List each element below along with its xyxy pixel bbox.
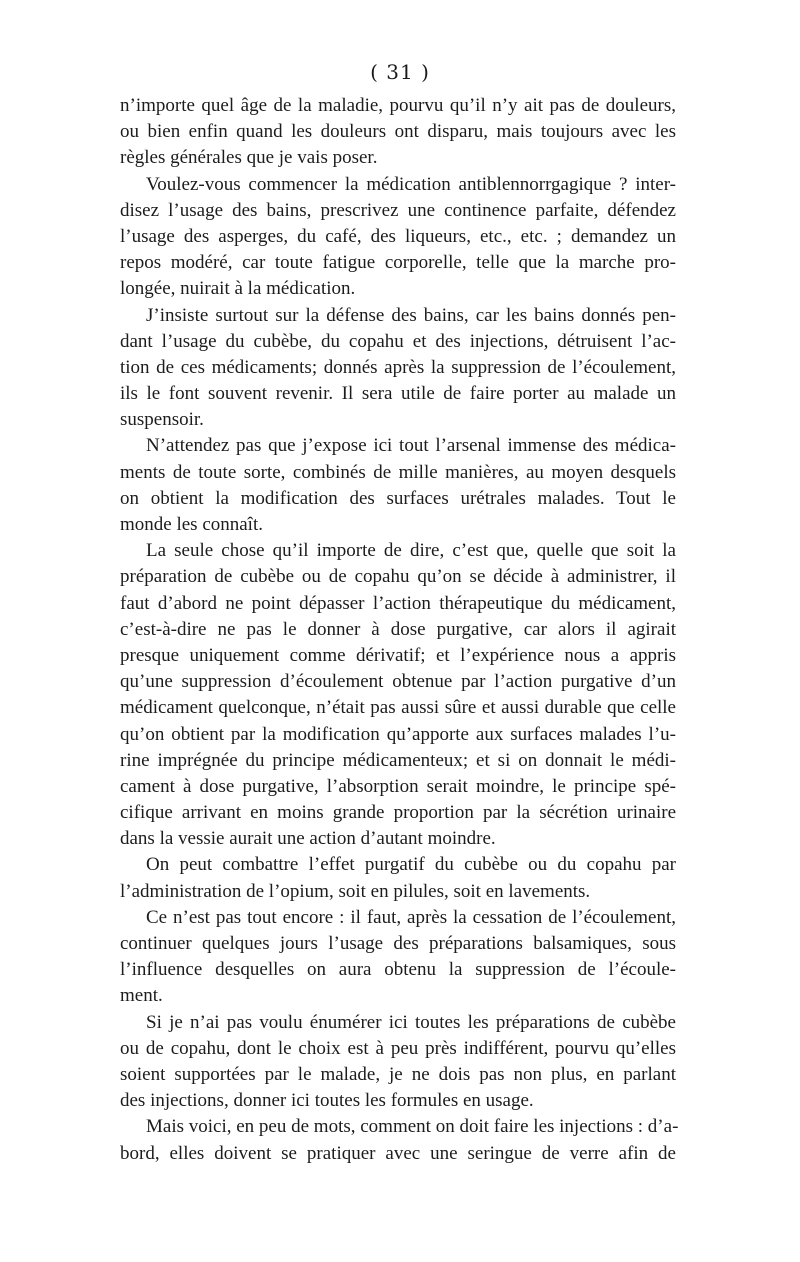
page-number: ( 31 ) (370, 60, 430, 84)
text-line: Voulez-vous commencer la médication antiblennorrgagique ? inter- (146, 173, 676, 195)
text-line: tion de ces médicaments; donnés après la suppression de l’écoulement, (120, 356, 676, 378)
text-line: ou de copahu, dont le choix est à peu près indifférent, pourvu qu’elles (120, 1037, 676, 1059)
text-line: repos modéré, car toute fatigue corporelle, telle que la marche pro- (120, 252, 676, 274)
text-line: dant l’usage du cubèbe, du copahu et des injections, détruisent l’ac- (120, 330, 676, 352)
text-line: l’administration de l’opium, soit en pilules, soit en lavements. (120, 880, 591, 902)
text-line: rine imprégnée du principe médicamenteux; et si on donnait le médi- (120, 749, 676, 771)
text-line: monde les connaît. (120, 514, 263, 535)
text-line: On peut combattre l’effet purgatif du cubèbe ou du copahu par (146, 854, 676, 876)
text-line: ment. (120, 985, 163, 1007)
text-line: presque uniquement comme dérivatif; et l’expérience nous a appris (120, 644, 676, 666)
text-line: Si je n’ai pas voulu énumérer ici toutes les préparations de cubèbe (146, 1011, 676, 1033)
text-line: ments de toute sorte, combinés de mille manières, au moyen desquels (120, 461, 676, 483)
text-line: dans la vessie aurait une action d’autant moindre. (120, 828, 496, 850)
text-line: soient supportées par le malade, je ne dois pas non plus, en parlant (120, 1063, 676, 1085)
text-line: règles générales que je vais poser. (120, 147, 378, 169)
text-line: N’attendez pas que j’expose ici tout l’arsenal immense des médica- (146, 435, 676, 457)
text-line: médicament quelconque, n’était pas aussi sûre et aussi durable que celle (120, 697, 676, 719)
text-line: longée, nuirait à la médication. (120, 278, 356, 300)
text-line: suspensoir. (120, 409, 204, 431)
text-line: l’usage des asperges, du café, des liqueurs, etc., etc. ; demandez un (120, 225, 676, 247)
text-line: on obtient la modification des surfaces urétrales malades. Tout le (120, 487, 676, 509)
text-line: des injections, donner ici toutes les formules en usage. (120, 1090, 534, 1112)
text-line: cifique arrivant en moins grande proportion par la sécrétion urinaire (120, 802, 676, 824)
text-line: préparation de cubèbe ou de copahu qu’on se décide à administrer, il (120, 566, 676, 588)
text-line: Mais voici, en peu de mots, comment on doit faire les injections : d’a- (146, 1116, 679, 1138)
text-line: Ce n’est pas tout encore : il faut, après la cessation de l’écoulement, (146, 906, 676, 928)
text-line: qu’on obtient par la modification qu’apporte aux surfaces malades l’u- (120, 723, 676, 745)
text-line: c’est-à-dire ne pas le donner à dose purgative, car alors il agirait (120, 618, 676, 640)
body-text (120, 93, 679, 1167)
text-line: La seule chose qu’il importe de dire, c’est que, quelle que soit la (146, 540, 676, 562)
text-line: n’importe quel âge de la maladie, pourvu qu’il n’y ait pas de douleurs, (120, 95, 676, 116)
text-line: J’insiste surtout sur la défense des bains, car les bains donnés pen- (146, 304, 676, 326)
text-line: ils le font souvent revenir. Il sera utile de faire porter au malade un (120, 383, 676, 405)
text-line: ou bien enfin quand les douleurs ont disparu, mais toujours avec les (120, 121, 676, 143)
text-line: continuer quelques jours l’usage des préparations balsamiques, sous (120, 933, 676, 954)
text-line: disez l’usage des bains, prescrivez une continence parfaite, défendez (120, 199, 676, 221)
text-line: l’influence desquelles on aura obtenu la suppression de l’écoule- (120, 959, 676, 981)
text-line: qu’une suppression d’écoulement obtenue par l’action purgative d’un (120, 671, 676, 693)
text-line: cament à dose purgative, l’absorption serait moindre, le principe spé- (120, 775, 676, 797)
text-line: bord, elles doivent se pratiquer avec une seringue de verre afin de (120, 1142, 676, 1164)
text-line: faut d’abord ne point dépasser l’action thérapeutique du médicament, (120, 592, 676, 614)
